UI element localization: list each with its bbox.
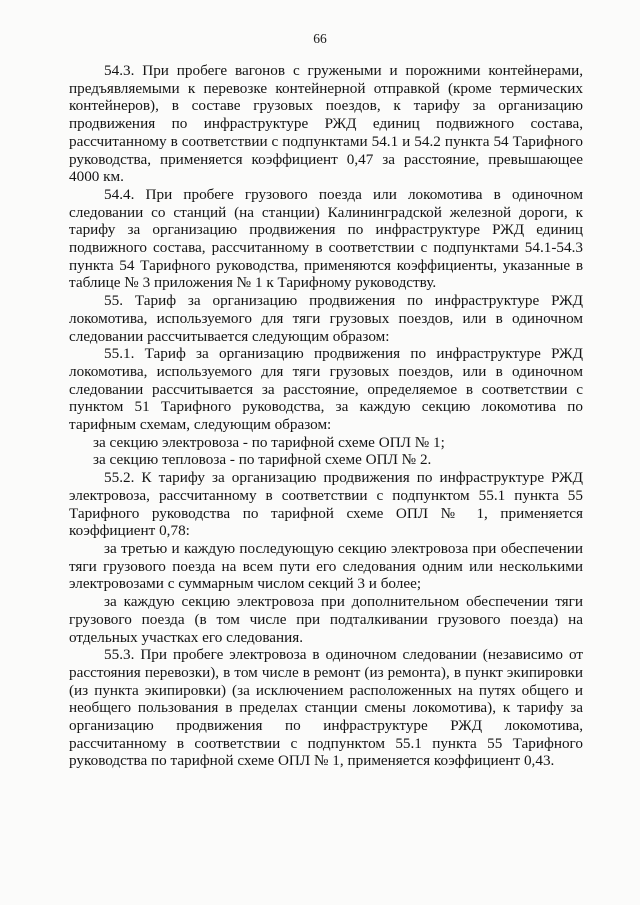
paragraph-55-2: 55.2. К тарифу за организацию продвижения по инфраструктуре РЖД электровоза, рассчитанному в соответствии с подпунктом 55.1 пункта 55 Тарифного руководства по тарифной схеме ОПЛ № 1, применяется коэффициент 0,78: xyxy=(69,469,583,540)
page-number: 66 xyxy=(313,31,327,46)
document-body xyxy=(69,62,583,770)
list-item-electric-section: за секцию электровоза - по тарифной схеме ОПЛ № 1; xyxy=(93,433,445,451)
paragraph-55-3: 55.3. При пробеге электровоза в одиночном следовании (независимо от расстояния перевозки), в том числе в ремонт (из ремонта), в пункт экипировки (из пункта экипировки) (за исключением расположенных на путях общего и необщего пользования в пределах станции смены локомотива), к тарифу за организацию продвижения по инфраструктуре РЖД локомотива, рассчитанному в соответствии с подпунктом 55.1 пункта 55 Тарифного руководства по тарифной схеме ОПЛ № 1, применяется коэффициент 0,43. xyxy=(69,646,583,770)
paragraph-55: 55. Тариф за организацию продвижения по инфраструктуре РЖД локомотива, используемого для тяги грузовых поездов, или в одиночном следовании рассчитывается следующим образом: xyxy=(69,292,583,345)
paragraph-54-3: 54.3. При пробеге вагонов с гружеными и порожними контейнерами, предъявляемыми к перевозке контейнерной отправкой (кроме термических контейнеров), в составе грузовых поездов, к тарифу за организацию продвижения по инфраструктуре РЖД единиц подвижного состава, рассчитанному в соответствии с подпунктами 54.1 и 54.2 пункта 54 Тарифного руководства, применяется коэффициент 0,47 за расстояние, превышающее 4000 км. xyxy=(69,62,583,186)
paragraph-third-section: за третью и каждую последующую секцию электровоза при обеспечении тяги грузового поезда на всем пути его следования одним или несколькими электровозами с суммарным числом секций 3 и более; xyxy=(69,539,583,593)
paragraph-each-section: за каждую секцию электровоза при дополнительном обеспечении тяги грузового поезда (в том числе при подталкивании грузового поезда) на отдельных участках его следования. xyxy=(69,593,583,646)
paragraph-54-4: 54.4. При пробеге грузового поезда или локомотива в одиночном следовании со станций (на станции) Калининградской железной дороги, к тарифу за организацию продвижения по инфраструктуре РЖД единиц подвижного состава, рассчитанному в соответствии с подпунктами 54.1-54.3 пункта 54 Тарифного руководства, применяются коэффициенты, указанные в таблице № 3 приложения № 1 к Тарифному руководству. xyxy=(69,185,583,292)
paragraph-55-1: 55.1. Тариф за организацию продвижения по инфраструктуре РЖД локомотива, используемого для тяги грузовых поездов, или в одиночном следовании рассчитывается за расстояние, определяемое в соответствии с пунктом 51 Тарифного руководства, за каждую секцию локомотива по тарифным схемам, следующим образом: xyxy=(69,345,583,434)
list-item-diesel-section: за секцию тепловоза - по тарифной схеме ОПЛ № 2. xyxy=(93,451,432,469)
